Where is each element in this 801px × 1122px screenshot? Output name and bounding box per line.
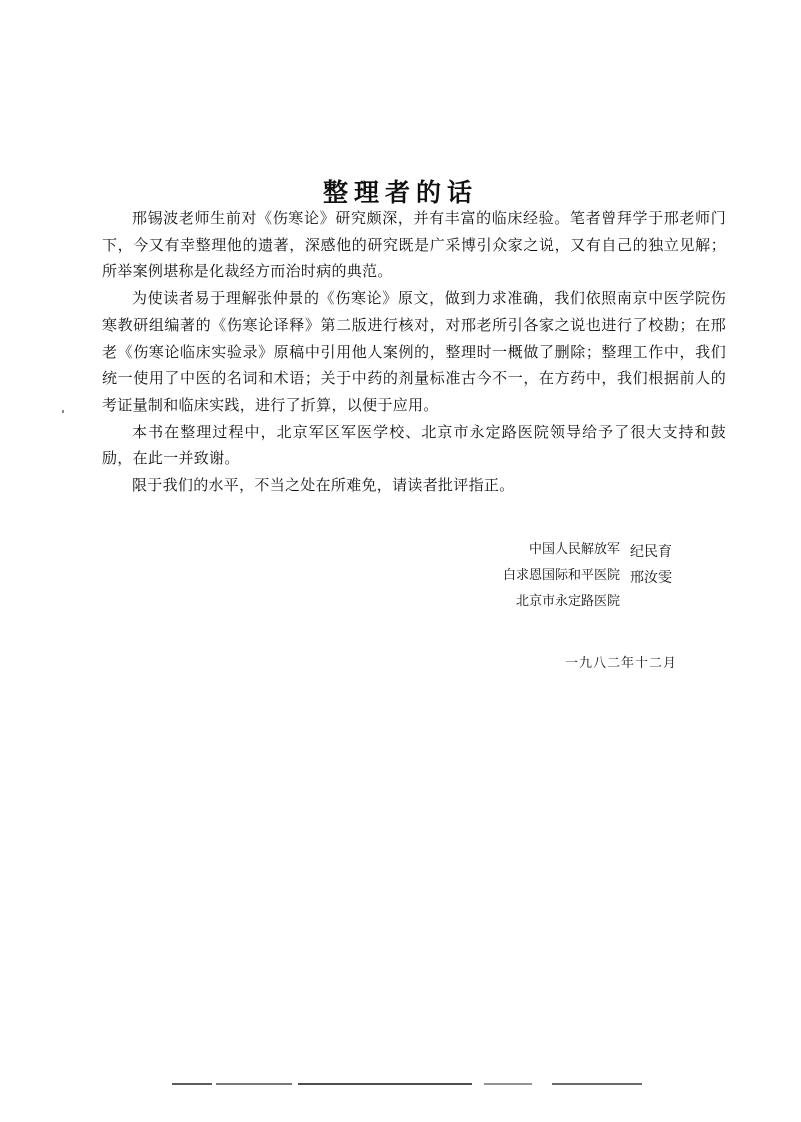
page-title: 整理者的话 bbox=[322, 177, 478, 207]
paragraph-3: 本书在整理过程中，北京军区军医学校、北京市永定路医院领导给予了很大支持和鼓励，在此一并致谢。 bbox=[102, 422, 726, 468]
scan-margin-mark bbox=[62, 410, 64, 413]
paragraph-2: 为使读者易于理解张仲景的《伤寒论》原文，做到力求准确，我们依照南京中医学院伤寒教研组编著的《伤寒论译释》第二版进行核对，对邢老所引各家之说也进行了校勘；在邢老《伤寒论临床实验录》原稿中引用他人案例的，整理时一概做了删除；整理工作中，我们统一使用了中医的名词和术语；关于中药的剂量标准古今不一，在方药中，我们根据前人的考证量制和临床实践，进行了折算，以便于应用。 bbox=[102, 289, 726, 414]
signature-names bbox=[630, 539, 672, 591]
body-text bbox=[102, 205, 726, 499]
paragraph-4: 限于我们的水平，不当之处在所难免，请读者批评指正。 bbox=[132, 476, 515, 495]
paragraph-1: 邢锡波老师生前对《伤寒论》研究颇深，并有丰富的临床经验。笔者曾拜学于邢老师门下，今又有幸整理他的遗著，深感他的研究既是广采博引众家之说，又有自己的独立见解；所举案例堪称是化裁经方而治时病的典范。 bbox=[102, 209, 726, 281]
organization-2: 白求恩国际和平医院 bbox=[502, 568, 620, 583]
signature-block bbox=[460, 537, 720, 617]
organization-1: 中国人民解放军 bbox=[528, 542, 620, 557]
organization-3: 北京市永定路医院 bbox=[515, 594, 620, 609]
document-date: 一九八二年十二月 bbox=[565, 656, 678, 671]
signature-organizations bbox=[460, 537, 620, 615]
author-name-1: 纪民育 bbox=[630, 544, 672, 560]
scan-artifact-line bbox=[172, 1083, 642, 1085]
author-name-2: 邢汝雯 bbox=[630, 570, 672, 586]
